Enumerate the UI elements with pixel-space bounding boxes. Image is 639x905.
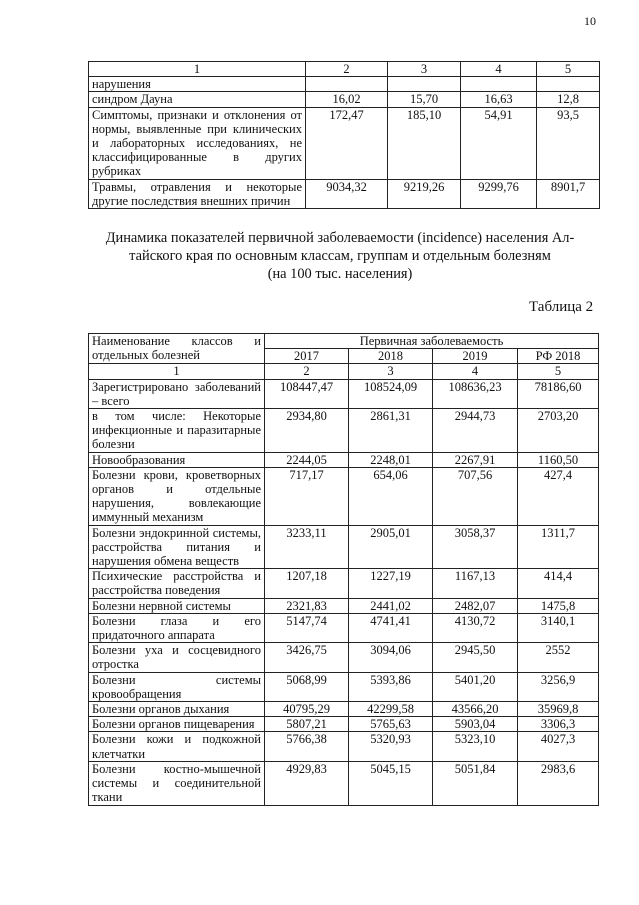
cell-value: 3233,11 <box>265 525 349 569</box>
cell-value: 4027,3 <box>518 732 599 761</box>
cell-value: 54,91 <box>461 107 537 179</box>
cell-value: 5147,74 <box>265 613 349 642</box>
row-name: синдром Дауна <box>89 92 306 107</box>
table-row <box>89 452 599 467</box>
col-number: 4 <box>433 364 518 379</box>
row-name: Болезни эндокринной системы, расстройства питания и нарушения обмена веществ <box>89 525 265 569</box>
col-number: 2 <box>306 62 388 77</box>
cell-value: 5051,84 <box>433 761 518 805</box>
cell-value: 1311,7 <box>518 525 599 569</box>
cell-value: 654,06 <box>349 467 433 525</box>
cell-value: 2244,05 <box>265 452 349 467</box>
cell-value: 108636,23 <box>433 379 518 408</box>
header-year: 2017 <box>265 349 349 364</box>
header-name-col: Наименование классов и отдельных болезней <box>89 334 265 364</box>
cell-value: 2944,73 <box>433 409 518 453</box>
row-name: Болезни органов дыхания <box>89 702 265 717</box>
table-row <box>89 179 600 208</box>
table-row <box>89 525 599 569</box>
cell-value: 9299,76 <box>461 179 537 208</box>
column-number-row <box>89 62 600 77</box>
cell-value: 15,70 <box>388 92 461 107</box>
table-row <box>89 643 599 672</box>
cell-value: 707,56 <box>433 467 518 525</box>
cell-value: 3256,9 <box>518 672 599 701</box>
table-row <box>89 467 599 525</box>
row-name: Новообразования <box>89 452 265 467</box>
cell-value: 2983,6 <box>518 761 599 805</box>
col-number: 2 <box>265 364 349 379</box>
cell-value: 1167,13 <box>433 569 518 598</box>
cell-value <box>306 77 388 92</box>
cell-value: 414,4 <box>518 569 599 598</box>
cell-value: 16,63 <box>461 92 537 107</box>
cell-value: 2267,91 <box>433 452 518 467</box>
cell-value: 3140,1 <box>518 613 599 642</box>
table-row <box>89 732 599 761</box>
cell-value: 2945,50 <box>433 643 518 672</box>
cell-value: 93,5 <box>537 107 600 179</box>
cell-value: 5903,04 <box>433 717 518 732</box>
cell-value: 5766,38 <box>265 732 349 761</box>
row-name: Симптомы, признаки и отклонения от нормы, выявленные при клинических и лабораторных исследованиях, не классифицированные в других рубриках <box>89 107 306 179</box>
cell-value: 5068,99 <box>265 672 349 701</box>
cell-value: 172,47 <box>306 107 388 179</box>
cell-value: 12,8 <box>537 92 600 107</box>
cell-value: 5323,10 <box>433 732 518 761</box>
table-row <box>89 598 599 613</box>
col-number: 3 <box>388 62 461 77</box>
cell-value: 108447,47 <box>265 379 349 408</box>
cell-value: 8901,7 <box>537 179 600 208</box>
col-number: 1 <box>89 62 306 77</box>
cell-value: 1160,50 <box>518 452 599 467</box>
continuation-table <box>88 61 600 209</box>
cell-value: 2441,02 <box>349 598 433 613</box>
table-row <box>89 717 599 732</box>
cell-value: 1475,8 <box>518 598 599 613</box>
caption-line: (на 100 тыс. населения) <box>267 266 413 282</box>
cell-value: 1207,18 <box>265 569 349 598</box>
table-row <box>89 379 599 408</box>
row-name: Болезни нервной системы <box>89 598 265 613</box>
table-row <box>89 409 599 453</box>
cell-value: 2703,20 <box>518 409 599 453</box>
table-row <box>89 613 599 642</box>
table-row <box>89 761 599 805</box>
cell-value: 108524,09 <box>349 379 433 408</box>
cell-value: 5807,21 <box>265 717 349 732</box>
row-name: Болезни уха и сосцевидного отростка <box>89 643 265 672</box>
row-name: нарушения <box>89 77 306 92</box>
table-label: Таблица 2 <box>529 299 594 315</box>
cell-value <box>461 77 537 92</box>
cell-value <box>537 77 600 92</box>
col-number: 1 <box>89 364 265 379</box>
col-number: 3 <box>349 364 433 379</box>
header-year: РФ 2018 <box>518 349 599 364</box>
row-name: Зарегистрировано заболеваний – всего <box>89 379 265 408</box>
row-name: Болезни органов пищеварения <box>89 717 265 732</box>
col-number: 5 <box>518 364 599 379</box>
cell-value: 4130,72 <box>433 613 518 642</box>
column-number-row <box>89 364 599 379</box>
cell-value: 16,02 <box>306 92 388 107</box>
cell-value: 2934,80 <box>265 409 349 453</box>
cell-value: 4741,41 <box>349 613 433 642</box>
cell-value: 5393,86 <box>349 672 433 701</box>
header-group: Первичная заболеваемость <box>265 334 599 349</box>
cell-value: 3306,3 <box>518 717 599 732</box>
col-number: 5 <box>537 62 600 77</box>
cell-value: 42299,58 <box>349 702 433 717</box>
cell-value: 3426,75 <box>265 643 349 672</box>
row-name: Болезни крови, кроветворных органов и отдельные нарушения, вовлекающие иммунный механизм <box>89 467 265 525</box>
cell-value: 43566,20 <box>433 702 518 717</box>
cell-value: 717,17 <box>265 467 349 525</box>
row-name: Психические расстройства и расстройства поведения <box>89 569 265 598</box>
header-year: 2019 <box>433 349 518 364</box>
caption-line: Динамика показателей первичной заболеваемости (incidence) населения Ал- <box>105 230 575 246</box>
row-name: Болезни глаза и его придаточного аппарата <box>89 613 265 642</box>
incidence-table <box>88 333 599 806</box>
header-row <box>89 334 599 349</box>
cell-value: 9219,26 <box>388 179 461 208</box>
cell-value: 2905,01 <box>349 525 433 569</box>
cell-value: 35969,8 <box>518 702 599 717</box>
page-number: 10 <box>584 14 596 28</box>
header-year: 2018 <box>349 349 433 364</box>
cell-value: 9034,32 <box>306 179 388 208</box>
row-name: Болезни кожи и подкожной клетчатки <box>89 732 265 761</box>
cell-value: 185,10 <box>388 107 461 179</box>
cell-value: 3094,06 <box>349 643 433 672</box>
row-name: Болезни системы кровообращения <box>89 672 265 701</box>
table-row <box>89 107 600 179</box>
caption-line: тайского края по основным классам, группам и отдельным болезням <box>129 248 551 264</box>
table-row <box>89 702 599 717</box>
table-row <box>89 92 600 107</box>
cell-value: 1227,19 <box>349 569 433 598</box>
cell-value: 78186,60 <box>518 379 599 408</box>
cell-value: 2321,83 <box>265 598 349 613</box>
cell-value: 3058,37 <box>433 525 518 569</box>
row-name: в том числе: Некоторые инфекционные и паразитарные болезни <box>89 409 265 453</box>
table-row <box>89 672 599 701</box>
table-row <box>89 569 599 598</box>
table-caption <box>60 229 620 283</box>
cell-value: 5320,93 <box>349 732 433 761</box>
cell-value: 2861,31 <box>349 409 433 453</box>
cell-value: 5765,63 <box>349 717 433 732</box>
table-body <box>89 379 599 805</box>
col-number: 4 <box>461 62 537 77</box>
cell-value: 5401,20 <box>433 672 518 701</box>
cell-value: 4929,83 <box>265 761 349 805</box>
cell-value: 2248,01 <box>349 452 433 467</box>
table-row <box>89 77 600 92</box>
cell-value: 427,4 <box>518 467 599 525</box>
row-name: Травмы, отравления и некоторые другие последствия внешних причин <box>89 179 306 208</box>
cell-value: 2482,07 <box>433 598 518 613</box>
cell-value: 5045,15 <box>349 761 433 805</box>
cell-value <box>388 77 461 92</box>
cell-value: 2552 <box>518 643 599 672</box>
cell-value: 40795,29 <box>265 702 349 717</box>
row-name: Болезни костно-мышечной системы и соединительной ткани <box>89 761 265 805</box>
